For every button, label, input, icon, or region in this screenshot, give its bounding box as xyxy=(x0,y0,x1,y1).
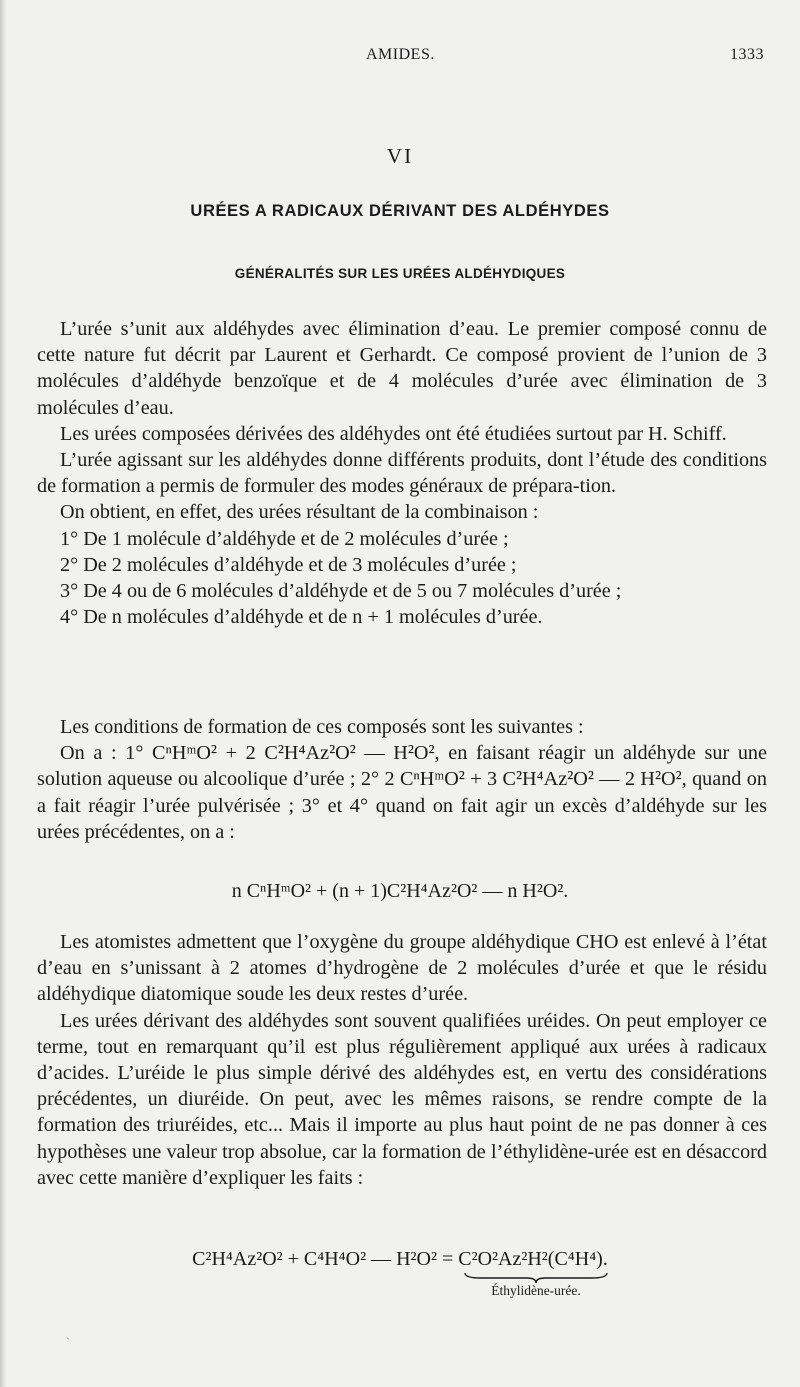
section-number: VI xyxy=(386,144,414,168)
paragraph: Les atomistes admettent que l’oxygène du groupe aldéhydique CHO est enlevé à l’état d’eau en s’unissant à 2 atomes d’hydrogène de 2 molécules d’urée et que le résidu aldéhydique diatomique soude les deux restes d’urée. xyxy=(37,931,767,1006)
formula-annotation xyxy=(461,1271,611,1311)
list-item: 1° De 1 molécule d’aldéhyde et de 2 molécules d’urée ; xyxy=(60,527,509,550)
list-item: 2° De 2 molécules d’aldéhyde et de 3 molécules d’urée ; xyxy=(60,553,517,576)
chapter-title: URÉES A RADICAUX DÉRIVANT DES ALDÉHYDES xyxy=(190,202,610,220)
paragraph: Les urées dérivant des aldéhydes sont souvent qualifiées uréides. On peut employer ce terme, tout en remarquant qu’il est plus régulièrement appliqué aux urées à radicaux d’acides. L’uréide le plus simple dérivé des aldéhydes est, en vertu des considérations précédentes, un diuréide. On peut, avec les mêmes raisons, se rendre compte de la formation des triuréides, etc... Mais il importe au plus haut point de ne pas donner à ces hypothèses une valeur trop absolue, car la formation de l’éthylidène-urée est en désaccord avec cette manière d’expliquer les faits : xyxy=(37,1009,767,1189)
paragraph: L’urée s’unit aux aldéhydes avec élimination d’eau. Le premier composé connu de cette nature fut décrit par Laurent et Gerhardt. Ce composé provient de l’union de 3 molécules d’aldéhyde benzoïque et de 4 molécules d’urée avec élimination de 3 molécules d’eau. xyxy=(37,318,767,419)
list-item: 3° De 4 ou de 6 molécules d’aldéhyde et de 5 ou 7 molécules d’urée ; xyxy=(60,580,622,603)
section-subtitle: GÉNÉRALITÉS SUR LES URÉES ALDÉHYDIQUES xyxy=(234,266,566,281)
text-block-conditions xyxy=(37,714,767,845)
general-formula: n CⁿHᵐO² + (n + 1)C²H⁴Az²O² — n H²O². xyxy=(231,880,569,902)
text-block-intro xyxy=(37,316,767,630)
print-speck-mark: ˎ xyxy=(66,1326,70,1340)
paragraph: L’urée agissant sur les aldéhydes donne différents produits, dont l’étude des conditions de formation a permis de formuler des modes généraux de prépara-tion. xyxy=(37,449,767,498)
paragraph: Les urées composées dérivées des aldéhydes ont été étudiées surtout par H. Schiff. xyxy=(60,422,727,445)
formula-note: Éthylidène-urée. xyxy=(491,1283,581,1298)
paragraph: On obtient, en effet, des urées résultant de la combinaison : xyxy=(60,501,539,524)
running-title: AMIDES. xyxy=(366,46,435,63)
list-item: 4° De n molécules d’aldéhyde et de n + 1 molécules d’urée. xyxy=(60,606,543,629)
page-number: 1333 xyxy=(730,46,764,63)
ethylidene-urea-formula: C²H⁴Az²O² + C⁴H⁴O² — H²O² = C²O²Az²H²(C⁴H⁴). xyxy=(192,1248,608,1270)
paragraph: Les conditions de formation de ces composés sont les suivantes : xyxy=(60,716,584,738)
paragraph: On a : 1° CⁿHᵐO² + 2 C²H⁴Az²O² — H²O², en faisant réagir un aldéhyde sur une solution aqueuse ou alcoolique d’urée ; 2° 2 CⁿHᵐO² + 3 C²H⁴Az²O² — 2 H²O², quand on a fait réagir l’urée pulvérisée ; 3° et 4° quand on fait agir un excès d’aldéhyde sur les urées précédentes, on a : xyxy=(37,742,767,843)
page-header xyxy=(0,46,800,70)
text-block-discussion xyxy=(37,929,767,1191)
